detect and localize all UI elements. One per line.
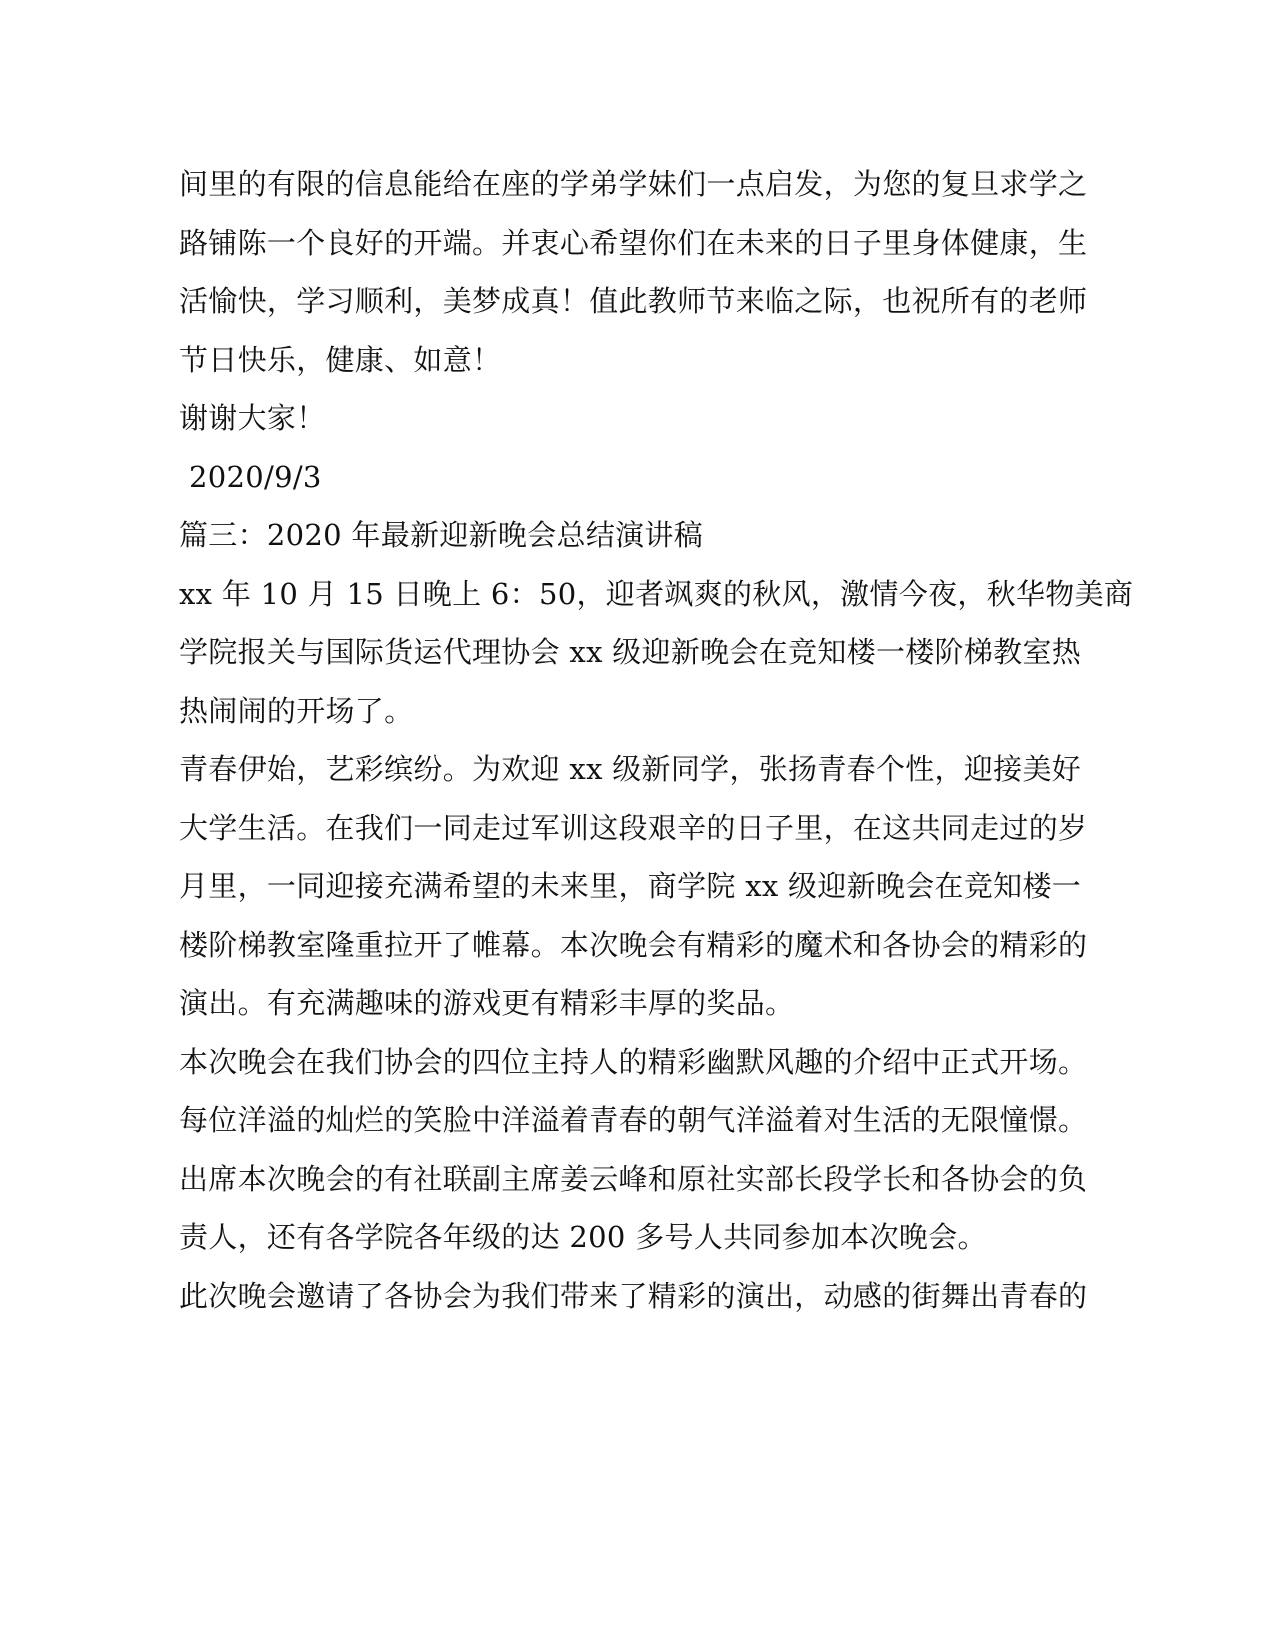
text-line: 节日快乐，健康、如意！ xyxy=(179,342,502,377)
text-line: 间里的有限的信息能给在座的学弟学妹们一点启发，为您的复旦求学之 xyxy=(179,167,1088,201)
text-line: 学院报关与国际货运代理协会 xx 级迎新晚会在竞知楼一楼阶梯教室热 xyxy=(179,635,1082,669)
text-line: 此次晚会邀请了各协会为我们带来了精彩的演出，动感的街舞出青春的 xyxy=(179,1278,1088,1313)
text-line: 本次晚会在我们协会的四位主持人的精彩幽默风趣的介绍中正式开场。 xyxy=(179,1044,1088,1079)
closing-line: 谢谢大家！ xyxy=(179,401,326,435)
text-line: 热闹闹的开场了。 xyxy=(179,693,414,728)
document-body xyxy=(179,155,1134,1325)
text-line: 活愉快，学习顺利，美梦成真！值此教师节来临之际，也祝所有的老师 xyxy=(179,284,1088,318)
date-line: 2020/9/3 xyxy=(189,459,322,494)
text-line: 责人，还有各学院各年级的达 200 多号人共同参加本次晚会。 xyxy=(179,1220,987,1254)
text-line: 青春伊始，艺彩缤纷。为欢迎 xx 级新同学，张扬青春个性，迎接美好 xyxy=(179,752,1082,786)
text-line: 楼阶梯教室隆重拉开了帷幕。本次晚会有精彩的魔术和各协会的精彩的 xyxy=(179,927,1088,962)
section-title: 篇三：2020 年最新迎新晚会总结演讲稿 xyxy=(179,518,704,552)
text-line: 路铺陈一个良好的开端。并衷心希望你们在未来的日子里身体健康，生 xyxy=(179,225,1088,260)
text-line: 月里，一同迎接充满希望的未来里，商学院 xx 级迎新晚会在竞知楼一 xyxy=(179,869,1082,903)
text-line: 每位洋溢的灿烂的笑脸中洋溢着青春的朝气洋溢着对生活的无限憧憬。 xyxy=(179,1103,1088,1137)
text-line: 演出。有充满趣味的游戏更有精彩丰厚的奖品。 xyxy=(179,986,795,1020)
text-line: 出席本次晚会的有社联副主席姜云峰和原社实部长段学长和各协会的负 xyxy=(179,1161,1088,1196)
text-line: 大学生活。在我们一同走过军训这段艰辛的日子里，在这共同走过的岁 xyxy=(179,810,1088,845)
text-line: xx 年 10 月 15 日晚上 6：50，迎者飒爽的秋风，激情今夜，秋华物美商 xyxy=(179,576,1134,611)
